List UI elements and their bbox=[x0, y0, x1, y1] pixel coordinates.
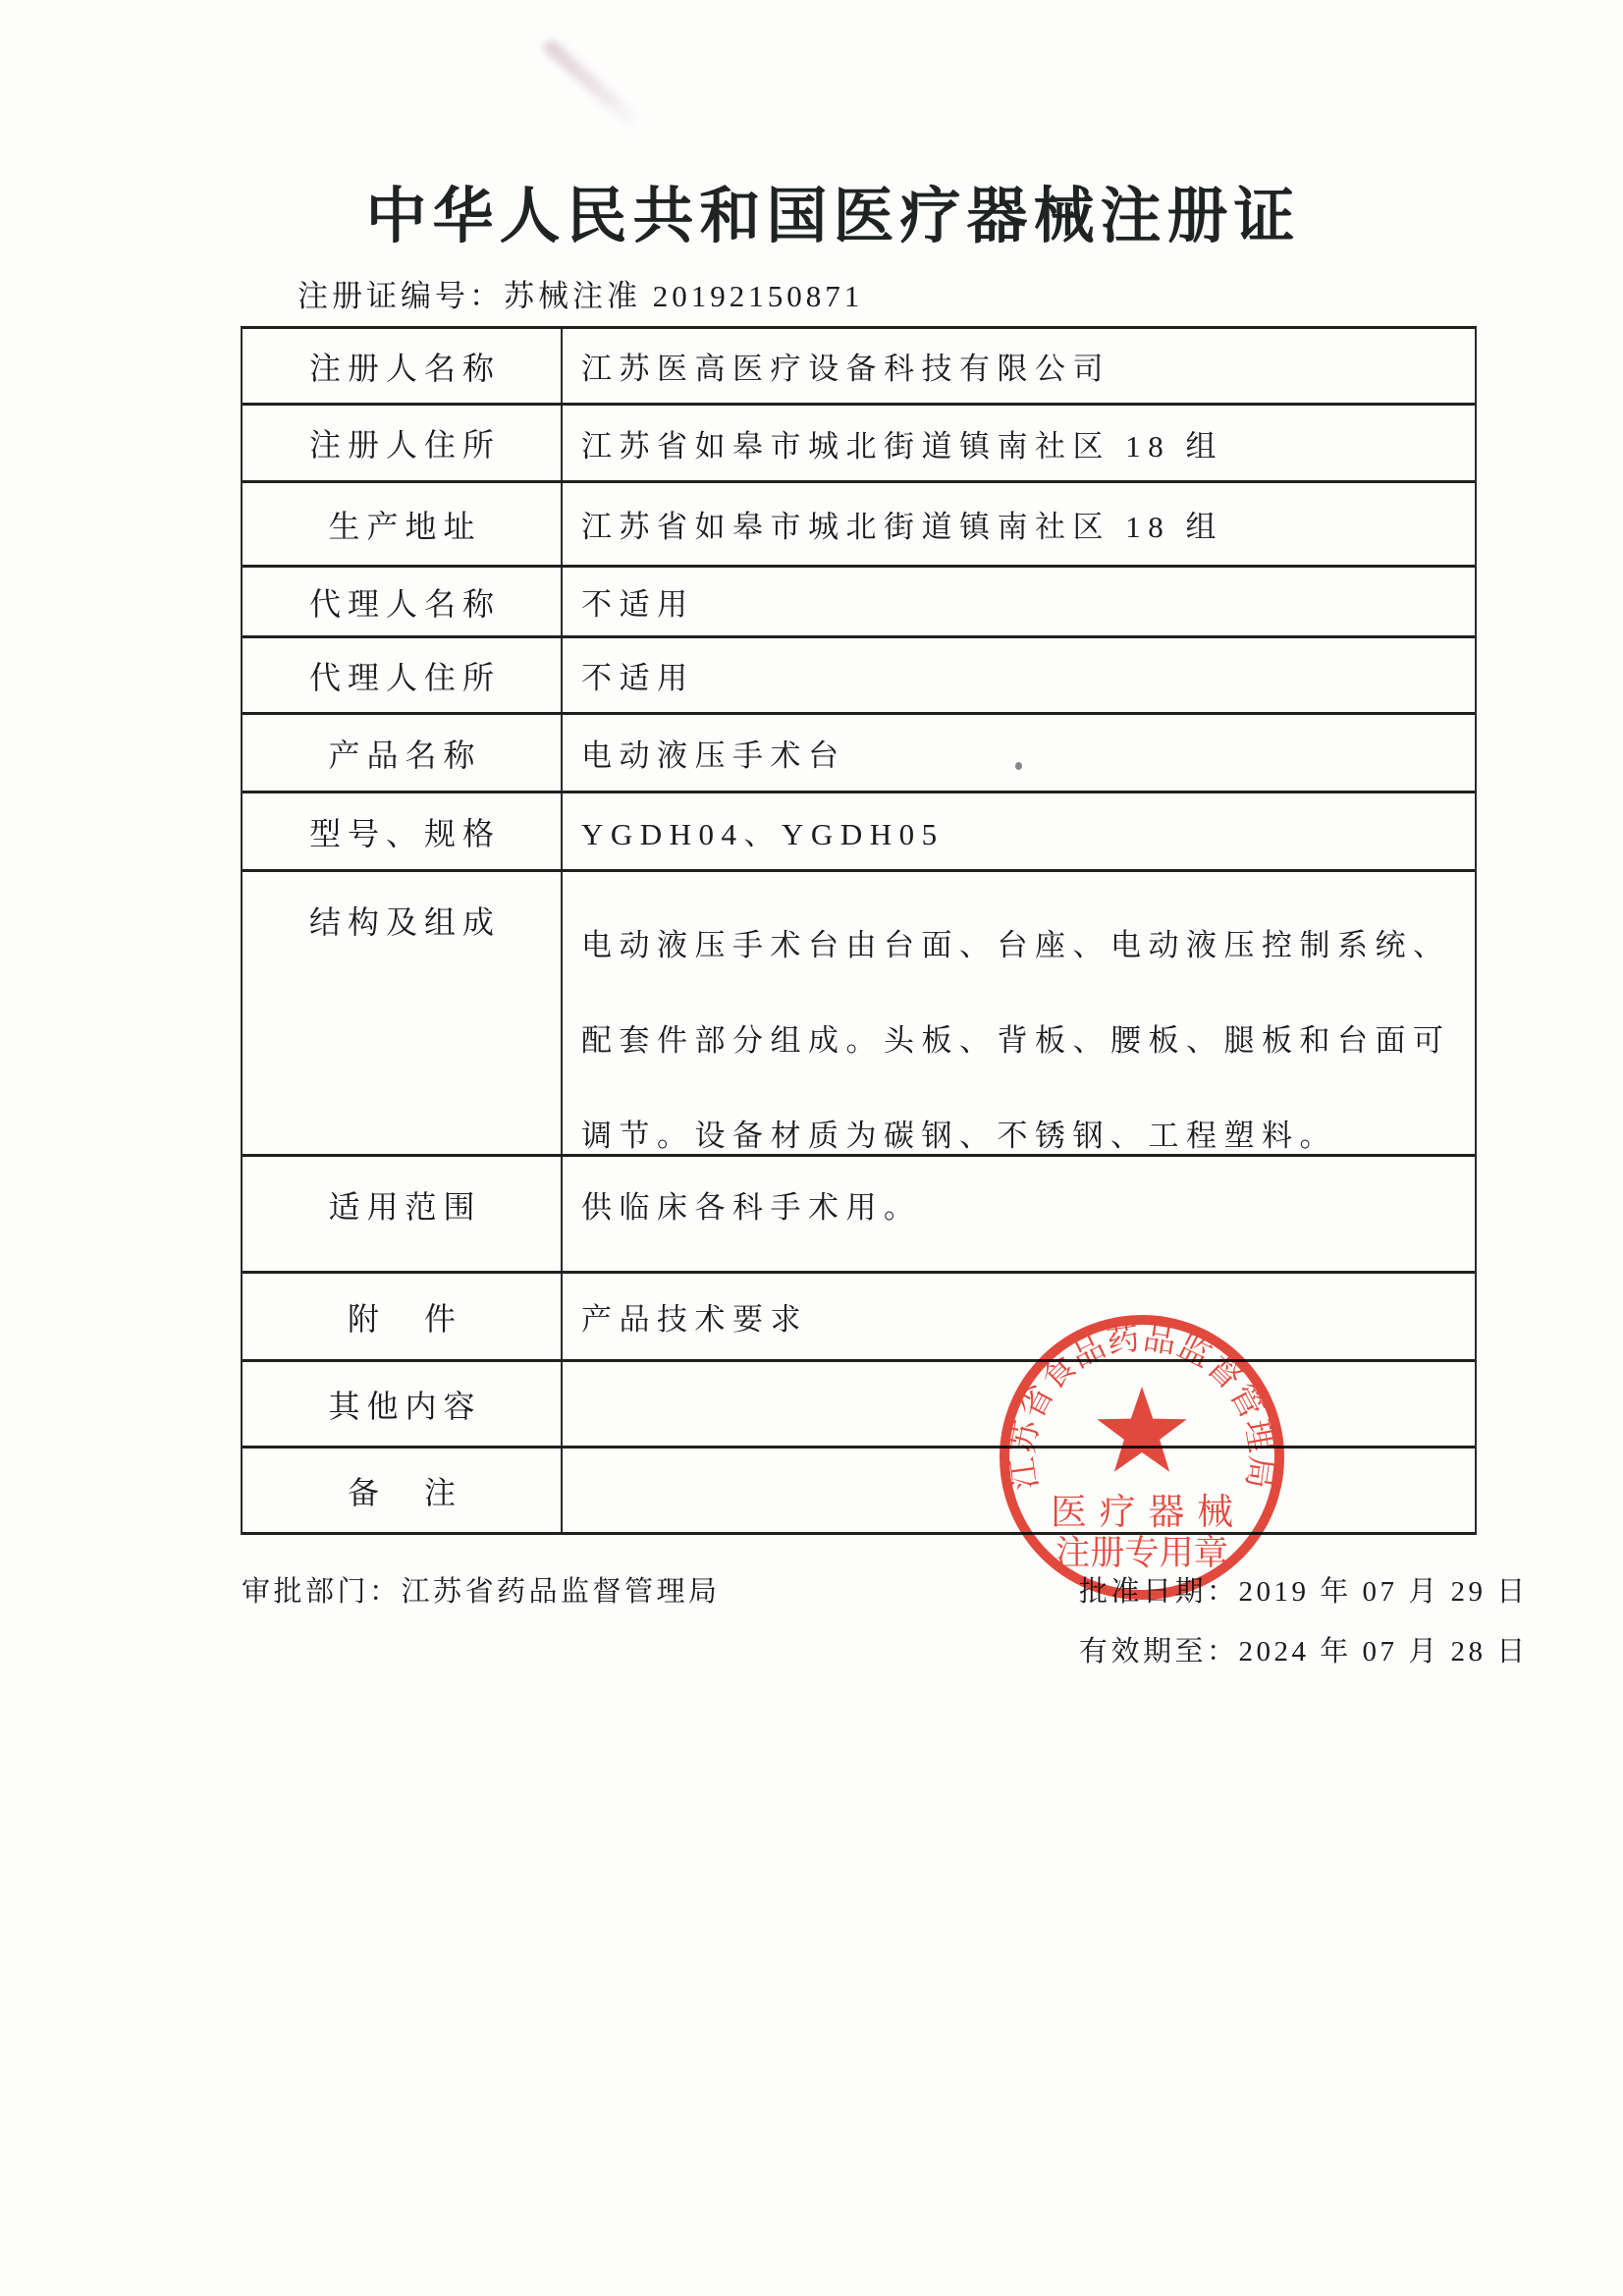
table-row bbox=[243, 483, 1475, 568]
stamp-line2: 注册专用章 bbox=[1055, 1534, 1228, 1572]
official-stamp bbox=[995, 1310, 1289, 1605]
table-row bbox=[243, 872, 1475, 1157]
table-row bbox=[243, 568, 1475, 638]
registration-number-line bbox=[298, 271, 863, 315]
valid-until-label: 有效期至： bbox=[1079, 1636, 1239, 1667]
row-label: 代理人住所 bbox=[243, 638, 563, 712]
row-label: 产品名称 bbox=[243, 715, 563, 791]
table-row bbox=[243, 1274, 1475, 1362]
row-label: 适用范围 bbox=[243, 1157, 563, 1271]
row-label: 注册人住所 bbox=[243, 406, 563, 480]
row-label: 注册人名称 bbox=[243, 329, 563, 403]
table-row bbox=[243, 1157, 1475, 1274]
valid-until-line bbox=[1079, 1629, 1529, 1669]
approval-date-label: 批准日期： bbox=[1079, 1576, 1239, 1608]
table-row bbox=[243, 1362, 1475, 1449]
table-row bbox=[243, 638, 1475, 715]
scan-speck bbox=[1015, 762, 1022, 770]
row-label: 结构及组成 bbox=[243, 872, 563, 1154]
row-value: 不适用 bbox=[581, 587, 695, 622]
star-icon bbox=[1097, 1387, 1186, 1472]
row-value: 江苏省如皋市城北街道镇南社区 18 组 bbox=[581, 510, 1223, 544]
row-value: 江苏省如皋市城北街道镇南社区 18 组 bbox=[581, 428, 1223, 464]
page-title: 中华人民共和国医疗器械注册证 bbox=[365, 184, 1301, 250]
row-label: 附 件 bbox=[243, 1274, 563, 1359]
row-value: 电动液压手术台由台面、台座、电动液压控制系统、配套件部分组成。头板、背板、腰板、腿板和台面可调节。设备材质为碳钢、不锈钢、工程塑料。 bbox=[581, 928, 1451, 1153]
row-label: 生产地址 bbox=[243, 483, 563, 565]
valid-until-value: 2024 年 07 月 28 日 bbox=[1238, 1636, 1529, 1667]
row-label: 型号、规格 bbox=[243, 793, 563, 869]
row-label: 代理人名称 bbox=[243, 568, 563, 635]
table-row bbox=[243, 406, 1475, 483]
certificate-table bbox=[241, 326, 1477, 1535]
row-label: 备 注 bbox=[243, 1449, 563, 1532]
scan-smudge bbox=[541, 37, 644, 133]
row-value: YGDH04、YGDH05 bbox=[581, 817, 945, 851]
row-value: 供临床各科手术用。 bbox=[581, 1190, 922, 1225]
approval-date-value: 2019 年 07 月 29 日 bbox=[1238, 1576, 1529, 1608]
table-row bbox=[243, 715, 1475, 793]
table-row bbox=[243, 329, 1475, 406]
approval-dept-value: 江苏省药品监督管理局 bbox=[401, 1576, 721, 1608]
reg-no-label: 注册证编号： bbox=[298, 279, 504, 313]
row-value: 电动液压手术台 bbox=[581, 738, 846, 773]
table-row bbox=[243, 1449, 1475, 1535]
reg-no-value: 苏械注准 20192150871 bbox=[504, 279, 864, 313]
row-value: 产品技术要求 bbox=[581, 1302, 808, 1337]
row-value: 江苏医高医疗设备科技有限公司 bbox=[581, 352, 1110, 386]
stamp-line1: 医疗器械 bbox=[1051, 1493, 1233, 1533]
row-value: 不适用 bbox=[581, 661, 695, 695]
approval-dept-label: 审批部门： bbox=[242, 1576, 402, 1608]
table-row bbox=[243, 793, 1475, 872]
stamp-arc-text: 江苏省食品药品监督管理局 bbox=[1004, 1321, 1279, 1492]
approval-department-line bbox=[242, 1569, 721, 1610]
row-label: 其他内容 bbox=[243, 1362, 563, 1446]
